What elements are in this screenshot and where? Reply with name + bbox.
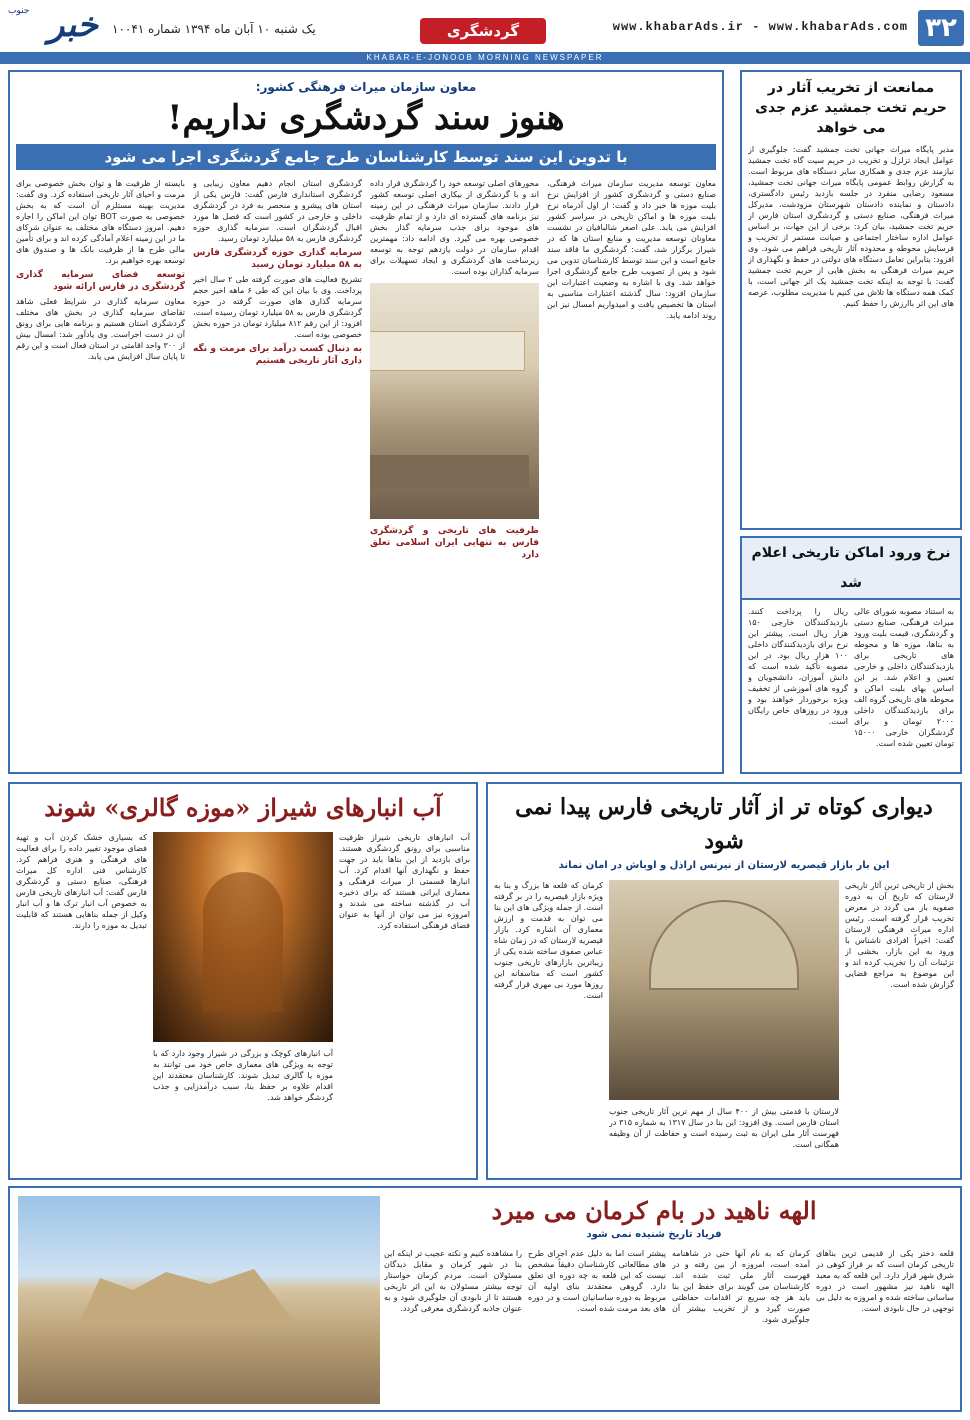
fars-photo-col — [609, 880, 839, 1208]
cistern-arch — [203, 872, 283, 1012]
masthead-band: KHABAR-E-JONOOB MORNING NEWSPAPER — [0, 52, 970, 64]
shiraz-col-2: آب انبارهای کوچک و بزرگی در شیراز وجود دارد که با توجه به ویژگی های معماری خاص خود می توانند به موزه یا گالری تبدیل شوند. کارشناسان معتقدند این اقدام علاوه بر حفظ بنا، سبب درآمدزایی و جذب گردشگر خواهد شد. — [153, 1049, 333, 1102]
main-col-4-text-b: معاون سرمایه گذاری در شرایط فعلی شاهد تقاضای سرمایه گذاری در بخش های مختلف گردشگری استان هستیم و برنامه هایی برای رونق آن در دست اجراست. وی یادآور شد: امسال بیش از ۳۰۰ واحد اقامتی در استان فعال است و این رقم تا پایان سال افزایش می یابد. — [16, 297, 185, 361]
kerman-feature — [8, 1186, 962, 1412]
main-col-2 — [370, 178, 539, 750]
ticket-text-a: به استناد مصوبه شورای عالی میراث فرهنگی، صنایع دستی و گردشگری، قیمت بلیت ورود به بناها، موزه ها و محوطه های تاریخی برای بازدیدکنندگان داخلی و خارجی تعیین و اعلام شد. بر این اساس بهای بلیت اماکن و محوطه های تاریخی گروه الف برای بازدیدکنندگان داخلی ۲۰۰۰ تومان و برای گردشگران خارجی ۱۵۰۰۰ تومان تعیین شده است. — [854, 607, 954, 748]
kerman-col-2: کرمان که به نام آنها حتی در شاهنامه آمده است، امروزه از بین رفته و در فهرست آثار ملی ثبت شده اند. کارشناسان می گویند برای حفظ این بنا باید هر چه سریع تر اقدامات حفاظتی صورت گیرد و از تخریب بیشتر آن جلوگیری شود. — [672, 1249, 810, 1324]
shiraz-col-1: آب انبارهای تاریخی شیراز ظرفیت مناسبی برای رونق گردشگری هستند. برای بازدید از این بناها باید در جهت حفظ و نگهداری آنها اقدام کرد. آب انبارها قسمتی از میراث فرهنگی و معماری ایرانی هستند که برای ذخیره آب در گذشته ساخته می شدند و امروزه نیز می توان از آنها به عنوان فضای فرهنگی استفاده کرد. — [339, 833, 470, 930]
meeting-photo — [370, 283, 539, 519]
shiraz-feature — [8, 782, 478, 1180]
main-col-4-subhead: توسعه فضای سرمایه گذاری گردشگری در فارس ارائه شود — [16, 270, 185, 292]
main-col-1-text: معاون توسعه مدیریت سازمان میراث فرهنگی، صنایع دستی و گردشگری کشور از افزایش نرخ بلیت موزه ها خبر داد و گفت: از اول آذرماه نرخ بلیت موزه ها و اماکن تاریخی در سراسر کشور افزایش می یابد. علی اصغر شالبافیان در نشست معاونان توسعه مدیریت و منابع استان ها که در شیراز برگزار شد، گفت: گردشگری ما فاقد سند جامع است و این سند توسط کارشناسان تدوین می شود و پس از تصویب طرح جامع گردشگری اجرا خواهد شد. وی با اشاره به وضعیت اعتبارات این سازمان افزود: سال گذشته اعتبارات مناسبی به استان ها تخصیص یافت و امیدواریم امسال نیز این روند ادامه یابد. — [547, 179, 716, 320]
photo-table — [370, 455, 529, 489]
page-number: ۳۲ — [918, 10, 964, 46]
fars-col-2: بخش از تاریخی ترین آثار تاریخی لارستان که تاریخ آن به دوره صفویه باز می گردد در معرض تخریب قرار گرفته است. رئیس اداره میراث فرهنگی لارستان گفت: اخیراً افرادی ناشناس با ورود به این بازار، بخشی از تزئینات آن را تخریب کرده اند و این موضوع به مراجع قضایی گزارش شده است. — [845, 881, 954, 989]
kerman-col-3: پیشتر است اما به دلیل عدم اجرای طرح های مطالعاتی کارشناسان دقیقاً مشخص نیست که این قلعه به چه دوره ای تعلق دارد. گروهی معتقدند بنای اولیه آن مربوط به دوره ساسانیان است و در دوره های بعد مرمت شده است. — [528, 1249, 666, 1313]
main-kicker: معاون سازمان میراث فرهنگی کشور: — [255, 80, 477, 94]
fars-title: دیواری کوتاه تر از آثار تاریخی فارس پیدا نمی شود — [515, 794, 933, 854]
ticket-title: نرخ ورود اماکن تاریخی اعلام شد — [742, 538, 960, 600]
main-col-3-text-b: تشریح فعالیت های صورت گرفته طی ۲ سال اخیر پرداخت. وی با بیان این که طی ۶ ماهه اخیر حجم سرمایه گذاری های صورت گرفته در حوزه گردشگری فارس به ۵۸ میلیارد تومان رسیده است، افزود: از این رقم ۸۱۲ میلیارد تومان در حوزه بخش خصوصی بوده است. — [193, 275, 362, 339]
kerman-col-4: را مشاهده کنیم و نکته عجیب تر اینکه این بنا در شهر کرمان و مقابل دیدگان مسئولان است. مردم کرمان خواستار توجه بیشتر مسئولان به این اثر تاریخی هستند تا از نابودی آن جلوگیری شود و به عنوان جاذبه گردشگری معرفی گردد. — [384, 1249, 522, 1313]
castle-photo — [18, 1196, 380, 1404]
photo-banner — [370, 331, 525, 371]
bazaar-photo — [609, 880, 839, 1100]
kerman-col-1: قلعه دختر یکی از قدیمی ترین بناهای تاریخی کرمان است که بر فراز کوهی در شرق شهر قرار دارد. این قلعه که به معبد الهه ناهید نیز مشهور است در دوره ساسانی ساخته شده و امروزه به دلیل بی توجهی در حال نابودی است. — [816, 1249, 954, 1313]
main-col-4 — [16, 178, 185, 750]
shiraz-col-3: که بسیاری خشک کردن آب و تهیه فضای موجود تغییر داده را برای فعالیت های فرهنگی و هنری فراهم کرد. کارشناس فنی اداره کل میراث فرهنگی، صنایع دستی و گردشگری فارس گفت: آب انبارهای تاریخی فارس به خصوص آب انبار ترک ها و آب انبار وکیل از جمله بناهایی هستند که قابلیت تبدیل به موزه را دارند. — [16, 833, 147, 930]
main-col-4-text: بایسته از ظرفیت ها و توان بخش خصوصی برای مرمت و احیای آثار تاریخی استفاده کرد. وی گفت: مدیریت بهینه مستلزم آن است که به بخش خصوصی به صورت BOT توان این اماکن را اجاره دهیم. امروز دستگاه های مختلف به عنوان شرکای ما در این زمینه اعلام آمادگی کرده اند و برای تأمین مالی طرح ها از ظرفیت بانک ها و صندوق های توسعه بهره خواهیم برد. — [16, 179, 185, 265]
shiraz-title: آب انبارهای شیراز «موزه گالری» شوند — [44, 793, 442, 822]
section-tag: گردشگری — [420, 18, 546, 44]
main-headline: هنوز سند گردشگری نداریم! — [167, 98, 565, 138]
issue-line: یک شنبه ۱۰ آبان ماه ۱۳۹۴ شماره ۱۰۰۴۱ — [112, 22, 316, 36]
fars-sub: این بار بازار قیصریه لارستان از نیرنس اراذل و اوباش در امان نماند — [558, 860, 890, 871]
logo-main: خبر — [47, 5, 98, 45]
ticket-text-b: ریال را پرداخت کنند. بازدیدکنندگان خارجی ۱۵۰ هزار ریال است. پیشتر این نرخ برای بازدیدکنندگان داخلی ۱۰۰ هزار ریال بود. در این مصوبه تأکید شده است که دانش آموزان، دانشجویان و گروه های آموزشی از تخفیف ویژه برخوردار خواهند بود و ورود در روزهای خاص رایگان است. — [748, 607, 848, 726]
fars-col-3: لارستان با قدمتی بیش از ۴۰۰ سال از مهم ترین آثار تاریخی جنوب استان فارس است. وی افزود: این بنا در سال ۱۳۱۷ به شماره ۳۱۵ در فهرست آثار ملی ایران به ثبت رسیده است و حفاظت از آن وظیفه همگانی است. — [609, 1107, 839, 1149]
cistern-photo — [153, 832, 333, 1042]
masthead — [0, 0, 970, 52]
main-col-2-subhead: ظرفیت های تاریخی و گردشگری فارس به تنهایی ایران اسلامی تعلق دارد — [370, 526, 539, 560]
ticket-article — [740, 536, 962, 774]
kerman-sub: فریاد تاریخ شنیده نمی شود — [586, 1229, 722, 1240]
main-col-3-subhead: سرمایه گذاری حوزه گردشگری فارس به ۵۸ میلیارد تومان رسید — [193, 248, 362, 270]
main-col-1 — [547, 178, 716, 750]
newspaper-logo — [6, 6, 98, 46]
sidebar-article — [740, 70, 962, 530]
bazaar-dome — [649, 900, 799, 990]
fars-col-1: کرمان که قلعه ها بزرگ و بنا به ویژه بازار قیصریه را در بر گرفته است. از جمله ویژگی های این بنا می توان به قدمت و ارزش معماری آن اشاره کرد. بازار قیصریه لارستان که در زمان شاه عباس صفوی ساخته شده یکی از زیباترین بازارهای تاریخی جنوب کشور است که متاسفانه این روزها مورد بی مهری قرار گرفته است. — [494, 881, 603, 1000]
shiraz-photo-col — [153, 832, 333, 1172]
main-col-2-text: محورهای اصلی توسعه خود را گردشگری قرار داده اند و با گردشگری از بیکاری اصلی توسعه کشور قرار دادند. سازمان میراث فرهنگی در این زمینه نیز برنامه های گسترده ای دارد و از تمام ظرفیت های موجود برای جذب سرمایه گذار بخش خصوصی بهره می گیرد. وی ادامه داد: مهمترین اقدام سازمان در دولت یازدهم توجه به توسعه زیرساخت های گردشگری و ایجاد تسهیلات برای سرمایه گذاران بوده است. — [370, 179, 539, 276]
main-col-3-subhead-2: به دنبال کسب درآمد برای مرمت و نگه داری آثار تاریخی هستیم — [193, 344, 362, 366]
castle-ruin — [78, 1266, 298, 1326]
site-url[interactable]: www.khabarAds.ir - www.khabarAds.com — [612, 20, 908, 34]
logo-sub: جنوب — [8, 6, 30, 16]
sidebar-text: مدیر پایگاه میراث جهانی تخت جمشید گفت: جلوگیری از عوامل ایجاد تزلزل و تخریب در حریم سیت گاه تخت جمشید نیازمند عزم جدی و همکاری سایر دستگاه های مربوط است. به گزارش روابط عمومی پایگاه میراث جهانی تخت جمشید، مسعود رضایی منفرد در جلسه بازدید رئیس دادگستری، دادستان و نماینده دادستان شهرستان مرودشت، مدیرکل میراث فرهنگی، صنایع دستی و گردشگری استان فارس از حریم تخت جمشید، بیان کرد: برخی از این جهات، بر اساس عوامل اداره ساختار اجتماعی و صیانت مستمر از تخریب و فرسایش محوطه و محدوده آثار تاریخی فراهم می شود. وی افزود: بنابراین تعامل دستگاه های دولتی در حفظ و نگهداری از حریم میراث فرهنگی به بخش هایی از حریم تخت جمشید گفت: با توجه به اینکه تخت جمشید یک اثر جهانی است، با کمک همه دستگاه ها تلاش می کنیم با مدیریت مطلوب، عرصه های این اثر باارزش را حفظ کنیم. — [748, 145, 954, 308]
main-col-3 — [193, 178, 362, 750]
main-story — [8, 70, 724, 774]
main-deck: با تدوین این سند توسط کارشناسان طرح جامع گردشگری اجرا می شود — [16, 144, 716, 170]
sidebar-title: ممانعت از تخریب آثار در حریم تخت جمشید عزم جدی می خواهد — [755, 80, 947, 136]
kerman-title: الهه ناهید در بام کرمان می میرد — [491, 1196, 817, 1225]
main-col-3-text: گردشگری استان انجام دهیم معاون زیبایی و گردشگری استانداری فارس گفت: فارس یکی از استان های پیشرو و منحصر به فرد در گردشگری داخلی و خارجی در کشور است که فصل ها مورد اقبال گردشگران است. سرمایه گذاری حوزه گردشگری فارس به ۵۸ میلیارد تومان رسید. — [193, 179, 362, 243]
fars-feature — [486, 782, 962, 1180]
